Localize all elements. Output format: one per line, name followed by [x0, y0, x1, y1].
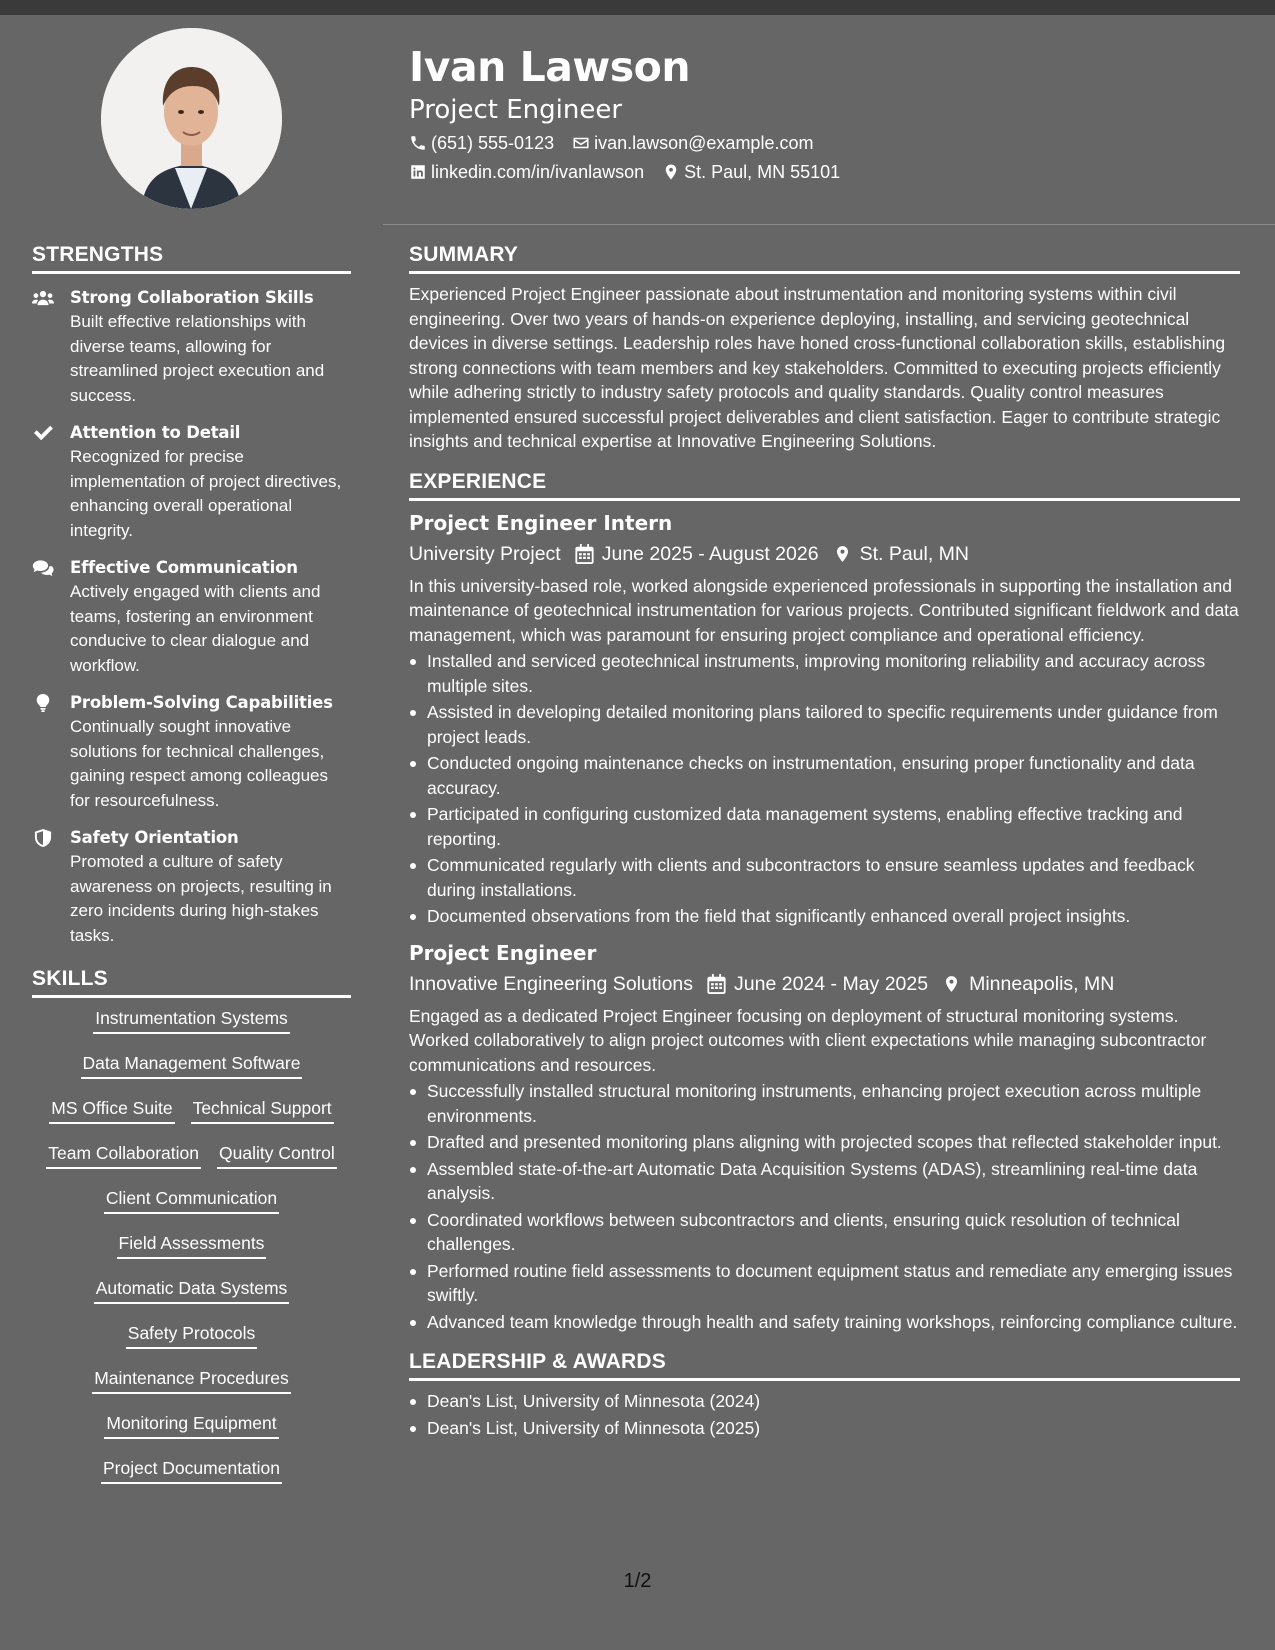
skill-tag: Data Management Software	[81, 1051, 303, 1079]
skill-tag: Maintenance Procedures	[92, 1366, 291, 1394]
envelope-icon	[572, 134, 590, 152]
sidebar	[32, 241, 351, 1501]
skills-heading: SKILLS	[32, 965, 351, 998]
job-bullet: Documented observations from the field that significantly enhanced overall project insights.	[409, 904, 1240, 929]
skill-tag: Project Documentation	[101, 1456, 282, 1484]
job-bullet: Conducted ongoing maintenance checks on instrumentation, ensuring proper functionality and data accuracy.	[409, 751, 1240, 800]
job-bullet: Installed and serviced geotechnical instruments, improving monitoring reliability and accuracy across multiple sites.	[409, 649, 1240, 698]
job-description: In this university-based role, worked alongside experienced professionals in supporting the installation and maintenance of geotechnical instrumentation for various projects. Contributed significant fieldwork and data management, which was paramount for ensuring project compliance and operational efficiency.	[409, 575, 1239, 645]
job-location: St. Paul, MN	[859, 542, 970, 565]
job-company: University Project	[409, 542, 561, 565]
strength-item	[32, 556, 351, 678]
check-icon	[32, 424, 54, 442]
job-bullets	[409, 649, 1240, 929]
job-meta	[409, 971, 1240, 997]
strength-title: Effective Communication	[70, 558, 298, 577]
skills-list	[32, 1006, 351, 1484]
strength-item	[32, 286, 351, 408]
phone-text: (651) 555-0123	[431, 133, 555, 153]
email-contact[interactable]	[572, 132, 813, 154]
skill-tag: Team Collaboration	[46, 1141, 201, 1169]
strength-description: Actively engaged with clients and teams, fostering an environment conducive to clear dialogue and workflow.	[70, 582, 321, 675]
strength-description: Built effective relationships with diverse teams, allowing for streamlined project execution and success.	[70, 312, 325, 405]
lightbulb-icon	[32, 694, 54, 712]
job-bullet: Participated in configuring customized data management systems, enabling effective tracking and reporting.	[409, 802, 1240, 851]
comments-icon	[32, 559, 54, 577]
phone-contact[interactable]	[409, 132, 554, 154]
award-item: Dean's List, University of Minnesota (2025)	[409, 1416, 1240, 1441]
job-dates-wrap	[707, 971, 928, 997]
skill-tag: Technical Support	[191, 1096, 334, 1124]
map-marker-icon	[833, 544, 852, 564]
strength-description: Promoted a culture of safety awareness on projects, resulting in zero incidents during high-stakes tasks.	[70, 852, 332, 945]
phone-icon	[409, 134, 427, 152]
resume-header	[409, 43, 1239, 183]
strength-description: Continually sought innovative solutions for technical challenges, gaining respect among colleagues for resourcefulness.	[70, 717, 329, 810]
job-dates-wrap	[575, 541, 819, 567]
skill-tag: Safety Protocols	[126, 1321, 257, 1349]
job-bullet: Coordinated workflows between subcontractors and clients, ensuring quick resolution of technical challenges.	[409, 1208, 1240, 1257]
awards-heading: LEADERSHIP & AWARDS	[409, 1348, 1240, 1381]
shield-icon	[32, 829, 54, 847]
strengths-list	[32, 286, 351, 948]
experience-heading: EXPERIENCE	[409, 468, 1240, 501]
skill-tag: MS Office Suite	[49, 1096, 174, 1124]
email-text: ivan.lawson@example.com	[594, 133, 814, 153]
profile-photo	[101, 28, 282, 209]
job-bullet: Advanced team knowledge through health and safety training workshops, reinforcing compliance culture.	[409, 1310, 1240, 1335]
job-title: Project Engineer	[409, 940, 597, 965]
job-bullet: Performed routine field assessments to document equipment status and remediate any emerging issues swiftly.	[409, 1259, 1240, 1308]
awards-list	[409, 1389, 1240, 1440]
skill-tag: Field Assessments	[117, 1231, 267, 1259]
job-dates: June 2024 - May 2025	[734, 972, 929, 995]
strength-title: Attention to Detail	[70, 423, 241, 442]
resume-page	[0, 15, 1275, 1650]
job-dates: June 2025 - August 2026	[601, 542, 819, 565]
strength-title: Strong Collaboration Skills	[70, 288, 314, 307]
strength-item	[32, 826, 351, 948]
contact-row-2	[409, 161, 1239, 183]
strength-title: Safety Orientation	[70, 828, 239, 847]
main-content	[409, 241, 1240, 1442]
map-marker-icon	[942, 974, 961, 994]
job-meta	[409, 541, 1240, 567]
contact-row-1	[409, 132, 1239, 154]
award-item: Dean's List, University of Minnesota (2024)	[409, 1389, 1240, 1414]
linkedin-contact[interactable]	[409, 161, 644, 183]
job-bullet: Assembled state-of-the-art Automatic Data Acquisition Systems (ADAS), streamlining real-time data analysis.	[409, 1157, 1240, 1206]
map-marker-icon	[662, 163, 680, 181]
skill-tag: Instrumentation Systems	[93, 1006, 290, 1034]
users-icon	[32, 289, 54, 307]
job-location-wrap	[942, 971, 1114, 997]
job-bullet: Successfully installed structural monitoring instruments, enhancing project execution across multiple environments.	[409, 1079, 1240, 1128]
summary-heading: SUMMARY	[409, 241, 1240, 274]
skill-tag: Client Communication	[104, 1186, 279, 1214]
calendar-icon	[575, 544, 594, 564]
strength-title: Problem-Solving Capabilities	[70, 693, 333, 712]
job-company: Innovative Engineering Solutions	[409, 972, 694, 995]
location-contact	[662, 161, 840, 183]
strength-item	[32, 421, 351, 543]
job-title: Project Engineer Intern	[409, 510, 673, 535]
candidate-title: Project Engineer	[409, 95, 623, 125]
strength-description: Recognized for precise implementation of project directives, enhancing overall operational integrity.	[70, 447, 342, 540]
job-bullet: Assisted in developing detailed monitoring plans tailored to specific requirements under guidance from project leads.	[409, 700, 1240, 749]
job-location: Minneapolis, MN	[969, 972, 1115, 995]
job-bullet: Drafted and presented monitoring plans aligning with projected scopes that reflected stakeholder input.	[409, 1130, 1240, 1155]
viewer-top-bar	[0, 0, 1275, 15]
location-text: St. Paul, MN 55101	[684, 162, 841, 182]
header-divider	[383, 224, 1275, 225]
summary-text: Experienced Project Engineer passionate about instrumentation and monitoring systems within civil engineering. Over two years of hands-on experience deploying, installing, and servicing geotechnical devices in diverse settings. Leadership roles have honed cross-functional collaboration skills, establishing strong connections with team members and key stakeholders. Committed to executing projects efficiently while adhering strictly to industry safety protocols and quality standards. Quality control measures implemented ensured successful project deliverables and client satisfaction. Eager to contribute strategic insights and technical expertise at Innovative Engineering Solutions.	[409, 284, 1226, 451]
job-entry	[409, 509, 1240, 929]
strengths-heading: STRENGTHS	[32, 241, 351, 274]
strength-item	[32, 691, 351, 813]
linkedin-icon	[409, 163, 427, 181]
job-bullets	[409, 1079, 1240, 1334]
calendar-icon	[707, 974, 726, 994]
job-bullet: Communicated regularly with clients and subcontractors to ensure seamless updates and feedback during installations.	[409, 853, 1240, 902]
candidate-name: Ivan Lawson	[409, 43, 691, 91]
skill-tag: Automatic Data Systems	[94, 1276, 290, 1304]
skill-tag: Quality Control	[217, 1141, 337, 1169]
page-number: 1/2	[623, 1570, 652, 1592]
job-description: Engaged as a dedicated Project Engineer focusing on deployment of structural monitoring systems. Worked collaboratively to align project outcomes with client expectations while managing subcontractor communications and resources.	[409, 1005, 1207, 1075]
linkedin-text: linkedin.com/in/ivanlawson	[431, 162, 645, 182]
job-entry	[409, 939, 1240, 1335]
skill-tag: Monitoring Equipment	[104, 1411, 278, 1439]
job-location-wrap	[833, 541, 969, 567]
